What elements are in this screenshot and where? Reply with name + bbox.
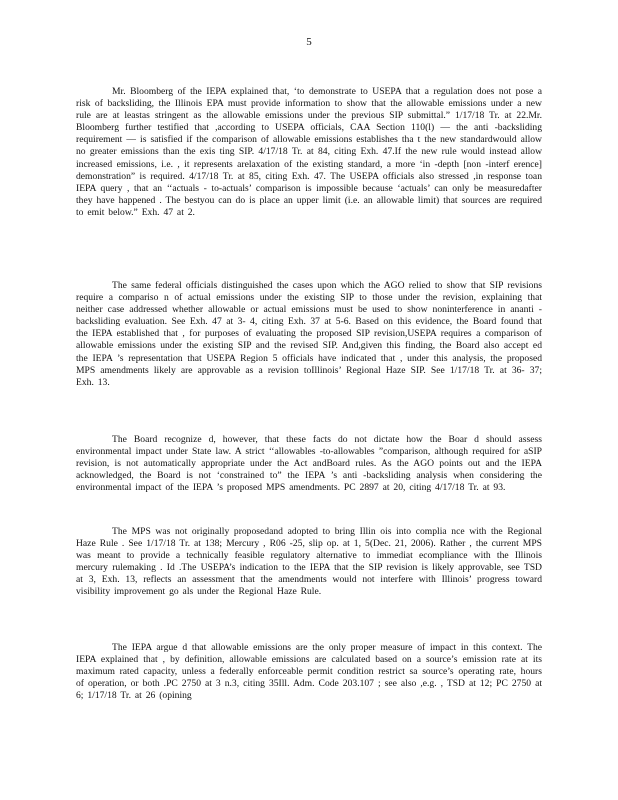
paragraph-1-text: Mr. Bloomberg of the IEPA explained that, ‘to demonstrate to USEPA that a regulation does not pose a risk of backsliding, the Illinois EPA must provide information to show that the allowable emissions under a new rule are at leastas stringent as the allowable emissions under the previous SIP submittal.” 1/17/18 Tr. at 22.Mr. Bloomberg further testified that ,according to USEPA officials, CAA Section 110(l) — the anti -backsliding requirement — is satisfied if the comparison of allowable emissions establishes tha t the new standardwould allow no greater emissions than the exis ting SIP. 4/17/18 Tr. at 84, citing Exh. 47.If the new rule would instead allow increased emissions, i.e. , it represents arelaxation of the existing standard, a more ‘in -depth [non -interf erence] demonstration” is required. 4/17/18 Tr. at 85, citing Exh. 47. The USEPA officials also stressed ,in response toan IEPA query , that an ‘‘actuals - to-actuals’ comparison is impossible because ‘actuals’ can only be measuredafter they have happened . The bestyou can do is place an upper limit (i.e. an allowable limit) that sources are required to emit below.” Exh. 47 at 2. bbox=[76, 86, 542, 218]
paragraph-2-text: The same federal officials distinguished the cases upon which the AGO relied to show that SIP revisions require a compariso n of actual emissions under the existing SIP to those under the revision, explaining that neither case addressed whether allowable or actual emissions must be used to show noninterference in ananti - backsliding evaluation. See Exh. 47 at 3- 4, citing Exh. 37 at 5-6. Based on this evidence, the Board found that the IEPA established that , for purposes of evaluating the proposed SIP revision,USEPA requires a comparison of allowable emissions under the existing SIP and the revised SIP. And,given this finding, the Board also accept ed the IEPA ’s representation that USEPA Region 5 officials have indicated that , under this analysis, the proposed MPS amendments likely are approvable as a revision toIllinois’ Regional Haze SIP. See 1/17/18 Tr. at 36- 37; Exh. 13. bbox=[76, 280, 542, 388]
paragraph-5 bbox=[76, 642, 542, 702]
page-number: 5 bbox=[306, 36, 312, 48]
paragraph-3-text: The Board recognize d, however, that these facts do not dictate how the Boar d should assess environmental impact under State law. A strict ‘‘allowables -to-allowables ”comparison, although required for aSIP revision, is not automatically appropriate under the Act andBoard rules. As the AGO points out and the IEPA acknowledged, the Board is not ‘constrained to” the IEPA ’s anti -backsliding analysis when considering the environmental impact of the IEPA ’s proposed MPS amendments. PC 2897 at 20, citing 4/17/18 Tr. at 93. bbox=[76, 434, 542, 494]
paragraph-5-text: The IEPA argue d that allowable emissions are the only proper measure of impact in this context. The IEPA explained that , by definition, allowable emissions are calculated based on a source’s emission rate at its maximum rated capacity, unless a federally enforceable permit condition restrict sa source’s operating rate, hours of operation, or both .PC 2750 at 3 n.3, citing 35Ill. Adm. Code 203.107 ; see also ,e.g. , TSD at 12; PC 2750 at 6; 1/17/18 Tr. at 26 (opining bbox=[76, 642, 542, 702]
paragraph-2 bbox=[76, 280, 542, 389]
paragraph-4-text: The MPS was not originally proposedand adopted to bring Illin ois into complia nce with the Regional Haze Rule . See 1/17/18 Tr. at 138; Mercury , R06 -25, slip op. at 1, 5(Dec. 21, 2006). Rather , the current MPS was meant to provide a technically feasible regulatory alternative to immediat ecompliance with the Illinois mercury rulemaking . Id .The USEPA’s indication to the IEPA that the SIP revision is likely approvable, see TSD at 3, Exh. 13, reflects an assessment that the amendments would not interfere with Illinois’ progress toward visibility improvement go als under the Regional Haze Rule. bbox=[76, 526, 542, 598]
paragraph-3 bbox=[76, 434, 542, 494]
paragraph-4 bbox=[76, 526, 542, 599]
paragraph-1 bbox=[76, 86, 542, 219]
